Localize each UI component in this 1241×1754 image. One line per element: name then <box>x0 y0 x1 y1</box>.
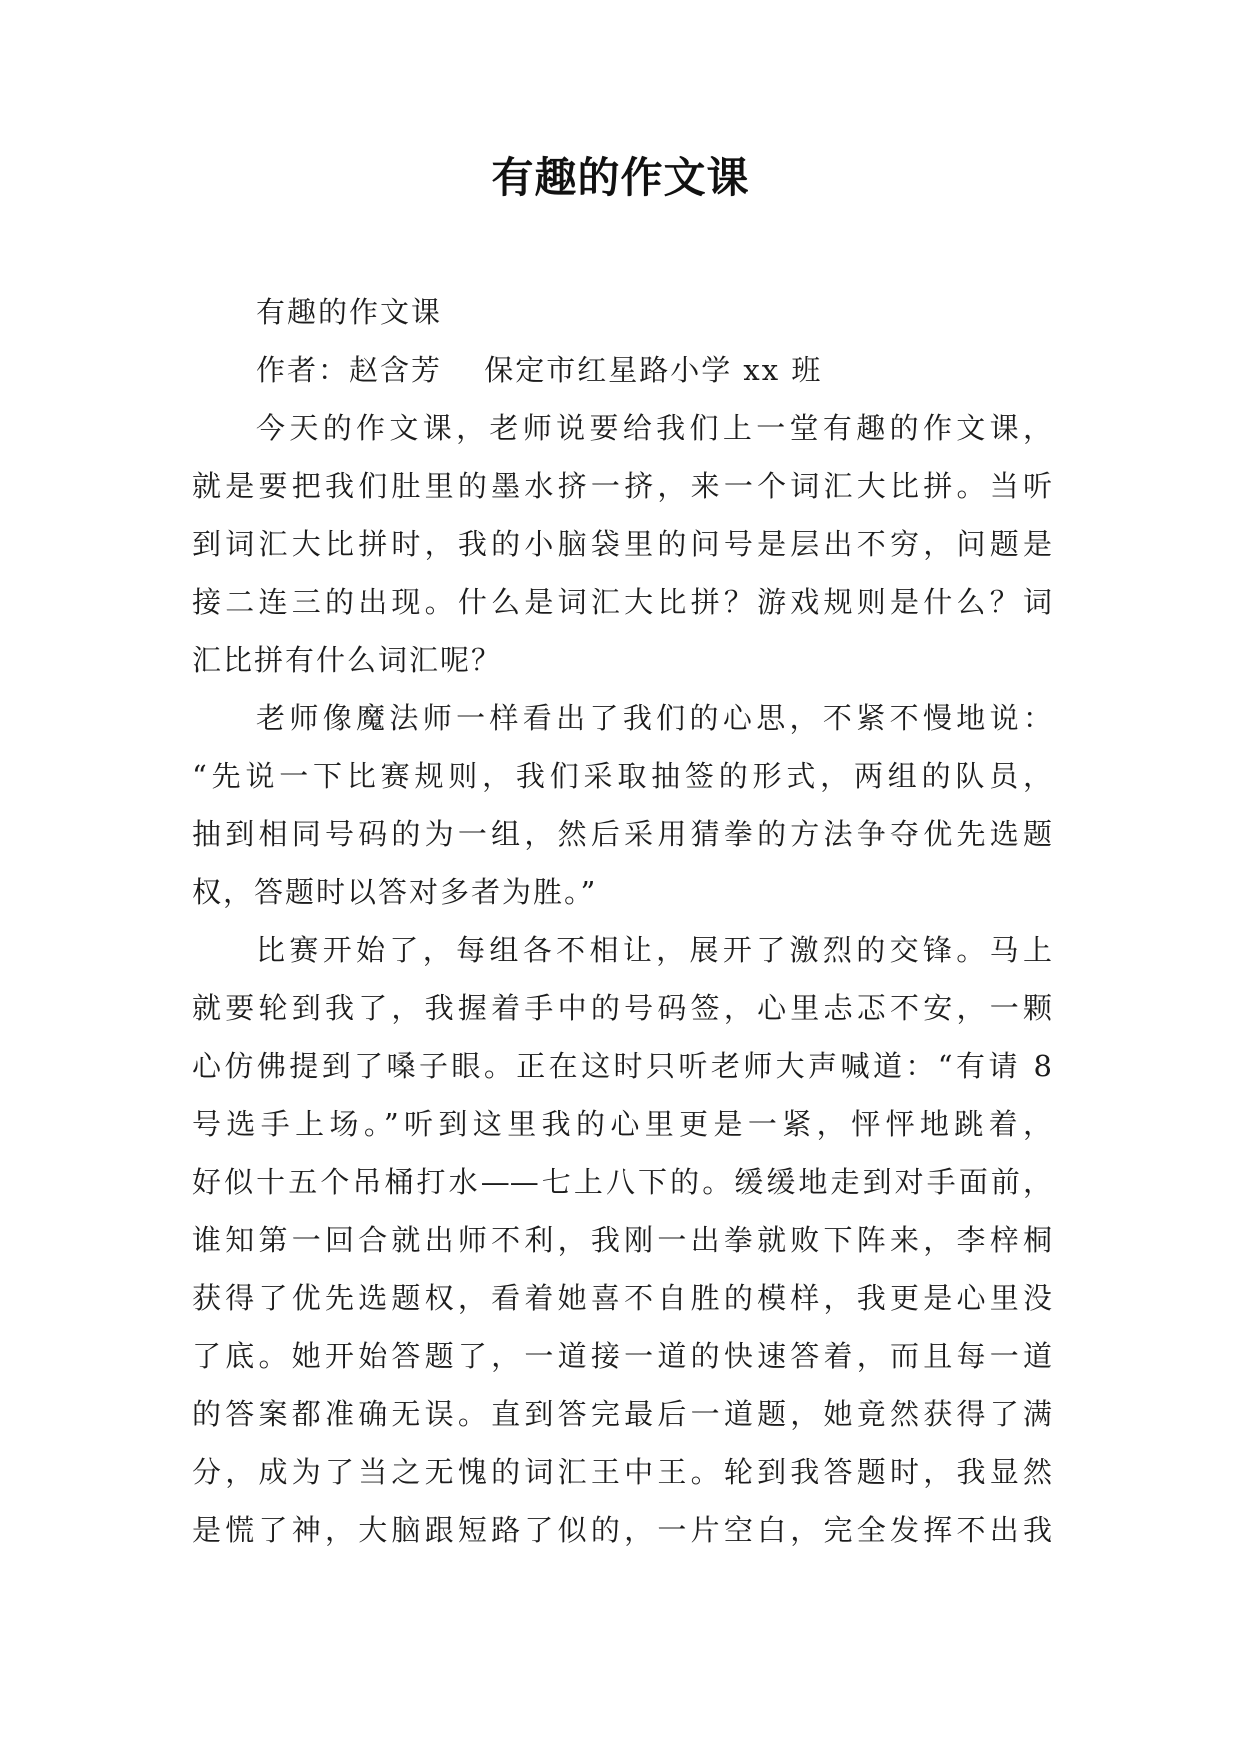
text-line: 有趣的作文课 <box>256 295 443 329</box>
text-line: 老师像魔法师一样看出了我们的心思，不紧不慢地说： <box>256 701 1052 735</box>
text-line: 汇比拼有什么词汇呢？ <box>192 643 503 677</box>
text-line: 接二连三的出现。什么是词汇大比拼？游戏规则是什么？词 <box>192 585 1052 619</box>
text-line: 号选手上场。”听到这里我的心里更是一紧，怦怦地跳着， <box>192 1107 1052 1141</box>
text-line: 作者：赵含芳 保定市红星路小学 xx 班 <box>256 353 823 387</box>
text-line: 心仿佛提到了嗓子眼。正在这时只听老师大声喊道：“有请 8 <box>192 1049 1052 1083</box>
text-line: 了底。她开始答题了，一道接一道的快速答着，而且每一道 <box>192 1339 1052 1373</box>
text-line: 好似十五个吊桶打水——七上八下的。缓缓地走到对手面前， <box>192 1165 1052 1199</box>
text-line: 获得了优先选题权，看着她喜不自胜的模样，我更是心里没 <box>192 1281 1052 1315</box>
text-line: 比赛开始了，每组各不相让，展开了激烈的交锋。马上 <box>256 933 1052 967</box>
text-line: 谁知第一回合就出师不利，我刚一出拳就败下阵来，李梓桐 <box>192 1223 1052 1257</box>
document-title: 有趣的作文课 <box>491 153 750 202</box>
text-line: 今天的作文课，老师说要给我们上一堂有趣的作文课， <box>256 411 1052 445</box>
text-line: 权，答题时以答对多者为胜。” <box>192 875 598 909</box>
text-line: 到词汇大比拼时，我的小脑袋里的问号是层出不穷，问题是 <box>192 527 1052 561</box>
text-line: 的答案都准确无误。直到答完最后一道题，她竟然获得了满 <box>192 1397 1052 1431</box>
text-line: 分，成为了当之无愧的词汇王中王。轮到我答题时，我显然 <box>192 1455 1052 1489</box>
text-line: 就是要把我们肚里的墨水挤一挤，来一个词汇大比拼。当听 <box>192 469 1052 503</box>
text-line: 就要轮到我了，我握着手中的号码签，心里忐忑不安，一颗 <box>192 991 1052 1025</box>
text-line: “先说一下比赛规则，我们采取抽签的形式，两组的队员， <box>192 759 1052 793</box>
document-body <box>192 283 1052 1559</box>
text-line: 是慌了神，大脑跟短路了似的，一片空白，完全发挥不出我 <box>192 1513 1052 1547</box>
text-line: 抽到相同号码的为一组，然后采用猜拳的方法争夺优先选题 <box>192 817 1052 851</box>
